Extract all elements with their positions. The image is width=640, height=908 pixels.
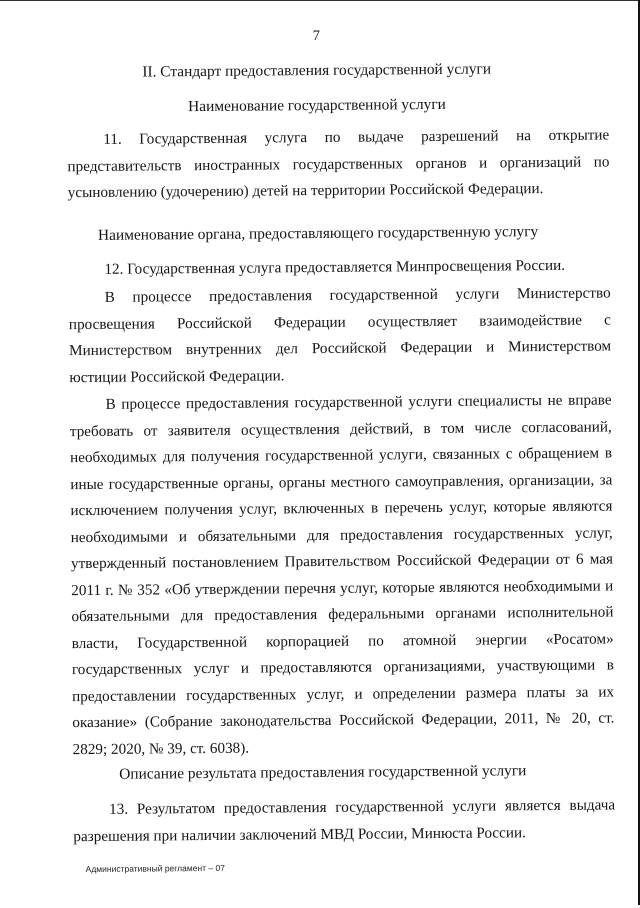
section-heading: II. Стандарт предоставления государственной услуги [142,60,492,81]
subheading-authority: Наименование органа, предоставляющего государственную услугу [97,223,539,244]
page-number: 7 [312,27,321,45]
paragraph-13: 13. Результатом предоставления государственной услуги является выдача разрешения при наличии заключений МВД России, Минюста России. [73,796,616,845]
paragraph-12-interaction: В процессе предоставления государственной услуги Министерство просвещения Российской Федерации осуществляет взаимодействие с Министерством внутренних дел Российской Федерации и Министерством юстиции Российской Федерации. [68,284,612,386]
subheading-service-name: Наименование государственной услуги [188,95,446,116]
paragraph-12: 12. Государственная услуга предоставляется Минпросвещения России. [104,256,566,278]
footer-document-code: Административный регламент – 07 [85,862,225,875]
paragraph-12-restriction: В процессе предоставления государственной услуги специалисты не вправе требовать от заявителя осуществления действий, в том числе согласований, необходимых для получения государственной услуги, связанных с обращением в иные государственные органы, органы местного самоуправления, организации, за исключением получения услуг, включенных в перечень услуг, которые являются необходимыми и обязательными для предоставления государственных услуг, утвержденный постановлением Правительством Российской Федерации от 6 мая 2011 г. № 352 «Об утверждении перечня услуг, которые являются необходимыми и обязательными для предоставления федеральными органами исполнительной власти, Государственной корпорацией по атомной энергии «Росатом» государственных услуг и предоставляются организациями, участвующими в предоставлении государственных услуг, и определении размера платы за их оказание» (Собрание законодательства Российской Федерации, 2011, № 20, ст. 2829; 2020, № 39, ст. 6038). [69,391,615,758]
subheading-result: Описание результата предоставления государственной услуги [119,762,527,783]
paragraph-11: 11. Государственная услуга по выдаче разрешений на открытие представительств иностранных государственных органов и организаций по усыновлению (удочерению) детей на территории Российской Федерации. [67,126,610,202]
scan-top-edge [0,0,640,1]
